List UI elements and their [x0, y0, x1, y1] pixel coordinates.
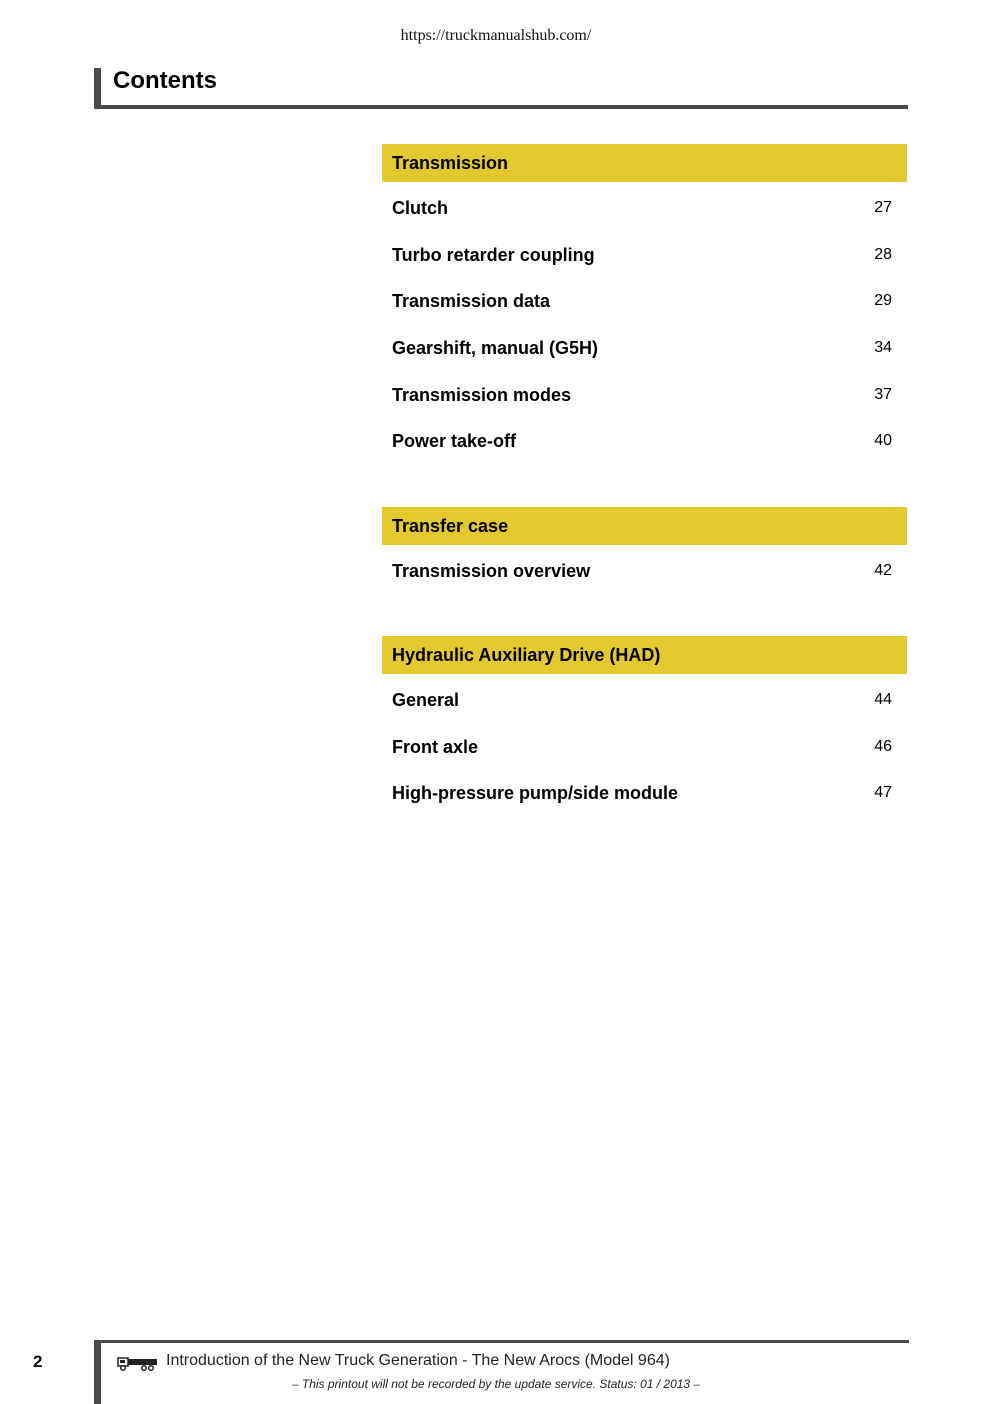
- entry-label: Transmission overview: [392, 561, 591, 581]
- toc-entry[interactable]: [382, 185, 907, 232]
- entry-page: 40: [874, 432, 892, 450]
- toc-entry[interactable]: [382, 677, 907, 724]
- entry-page: 27: [874, 199, 892, 216]
- truck-icon: [117, 1355, 159, 1371]
- footer-title: Introduction of the New Truck Generation - The New Arocs (Model 964): [166, 1352, 670, 1369]
- source-url: https://truckmanualshub.com/: [400, 27, 592, 44]
- toc-entry[interactable]: [382, 232, 907, 279]
- toc-section-transfer-case: [382, 507, 907, 595]
- footer-rule: [94, 1340, 909, 1404]
- entry-page: 37: [874, 385, 892, 403]
- toc-entry[interactable]: [382, 548, 907, 595]
- section-heading: Transfer case: [382, 507, 907, 545]
- toc-entry[interactable]: [382, 770, 907, 817]
- entry-page: 29: [874, 292, 892, 310]
- page-title: Contents: [113, 67, 217, 94]
- toc-entry[interactable]: [382, 724, 907, 771]
- entry-label: Transmission data: [392, 291, 551, 312]
- entry-label: Front axle: [392, 736, 479, 757]
- page-number: 2: [33, 1352, 43, 1371]
- entry-page: 44: [874, 691, 892, 708]
- entry-label: Transmission modes: [392, 384, 572, 405]
- toc-entry[interactable]: [382, 418, 907, 465]
- section-heading: Transmission: [382, 144, 907, 182]
- toc-section-transmission: [382, 144, 907, 465]
- toc-entry[interactable]: [382, 325, 907, 372]
- section-heading: Hydraulic Auxiliary Drive (HAD): [382, 636, 907, 674]
- entry-label: Power take-off: [392, 431, 517, 452]
- toc-entry[interactable]: [382, 278, 907, 325]
- entry-page: 28: [874, 245, 892, 263]
- entry-page: 34: [874, 339, 892, 357]
- entry-label: Turbo retarder coupling: [392, 244, 595, 265]
- entry-label: Clutch: [392, 198, 448, 218]
- entry-label: General: [392, 690, 460, 710]
- toc-section-had: [382, 636, 907, 817]
- entry-label: High-pressure pump/side module: [392, 783, 679, 804]
- page-header: [94, 68, 908, 109]
- toc-entry[interactable]: [382, 372, 907, 419]
- entry-page: 42: [874, 562, 892, 579]
- entry-label: Gearshift, manual (G5H): [392, 338, 599, 359]
- entry-page: 47: [874, 784, 892, 802]
- entry-page: 46: [874, 737, 892, 755]
- footer-note: – This printout will not be recorded by the update service. Status: 01 / 2013 –: [291, 1377, 701, 1391]
